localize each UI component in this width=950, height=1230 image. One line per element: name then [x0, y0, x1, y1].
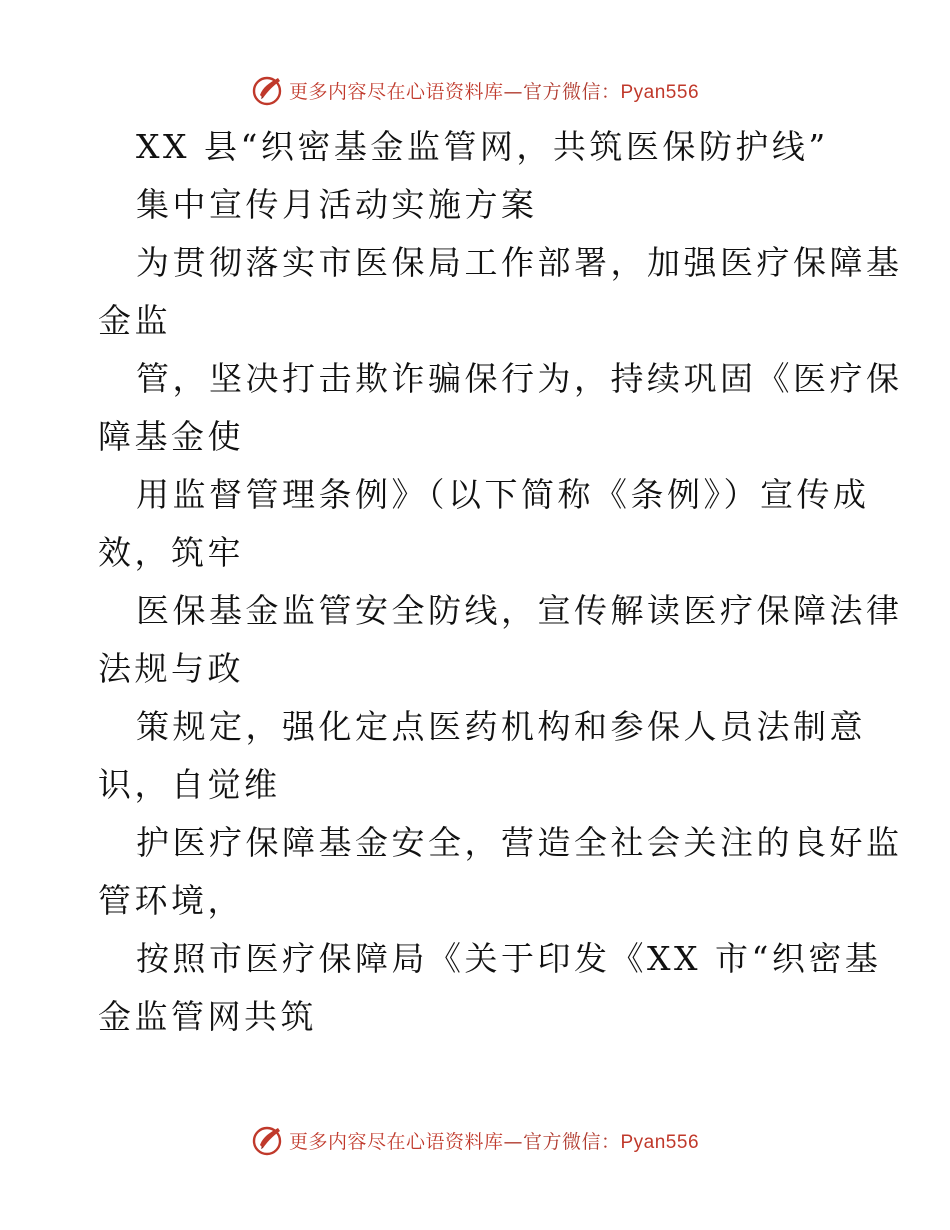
paragraph-line: 为贯彻落实市医保局工作部署，加强医疗保障基: [136, 243, 903, 282]
pen-logo-icon: [251, 73, 285, 107]
paragraph-line: 法规与政: [98, 649, 244, 688]
footer-banner: [0, 1120, 950, 1160]
footer-banner-text: 更多内容尽在心语资料库—官方微信：Pyan556: [288, 1130, 700, 1153]
paragraph-line: 策规定，强化定点医药机构和参保人员法制意: [136, 707, 866, 746]
paragraph-line: 护医疗保障基金安全，营造全社会关注的良好监: [136, 823, 903, 862]
doc-title-line-1: XX 县“织密基金监管网，共筑医保防护线”: [136, 127, 829, 166]
paragraph-line: 用监督管理条例》（以下简称《条例》）宣传成: [136, 475, 870, 514]
footer-wechat-id: Pyan556: [620, 1131, 700, 1153]
paragraph-line: 医保基金监管安全防线，宣传解读医疗保障法律: [136, 591, 903, 630]
paragraph-line: 金监管网共筑: [98, 997, 317, 1036]
header-banner: [0, 70, 950, 110]
paragraph-line: 管，坚决打击欺诈骗保行为，持续巩固《医疗保: [136, 359, 903, 398]
paragraph-line: 障基金使: [98, 417, 244, 456]
doc-title-line-2: 集中宣传月活动实施方案: [136, 185, 538, 224]
paragraph-line: 按照市医疗保障局《关于印发《XX 市“织密基: [136, 939, 882, 978]
pen-logo-icon: [251, 1123, 285, 1157]
document-body: [98, 118, 903, 1046]
paragraph-line: 识，自觉维: [98, 765, 281, 804]
header-wechat-id: Pyan556: [620, 81, 700, 103]
paragraph-line: 金监: [98, 301, 171, 340]
paragraph-line: 效，筑牢: [98, 533, 244, 572]
header-banner-text: 更多内容尽在心语资料库—官方微信：Pyan556: [288, 80, 700, 103]
paragraph-line: 管环境，: [98, 881, 244, 920]
